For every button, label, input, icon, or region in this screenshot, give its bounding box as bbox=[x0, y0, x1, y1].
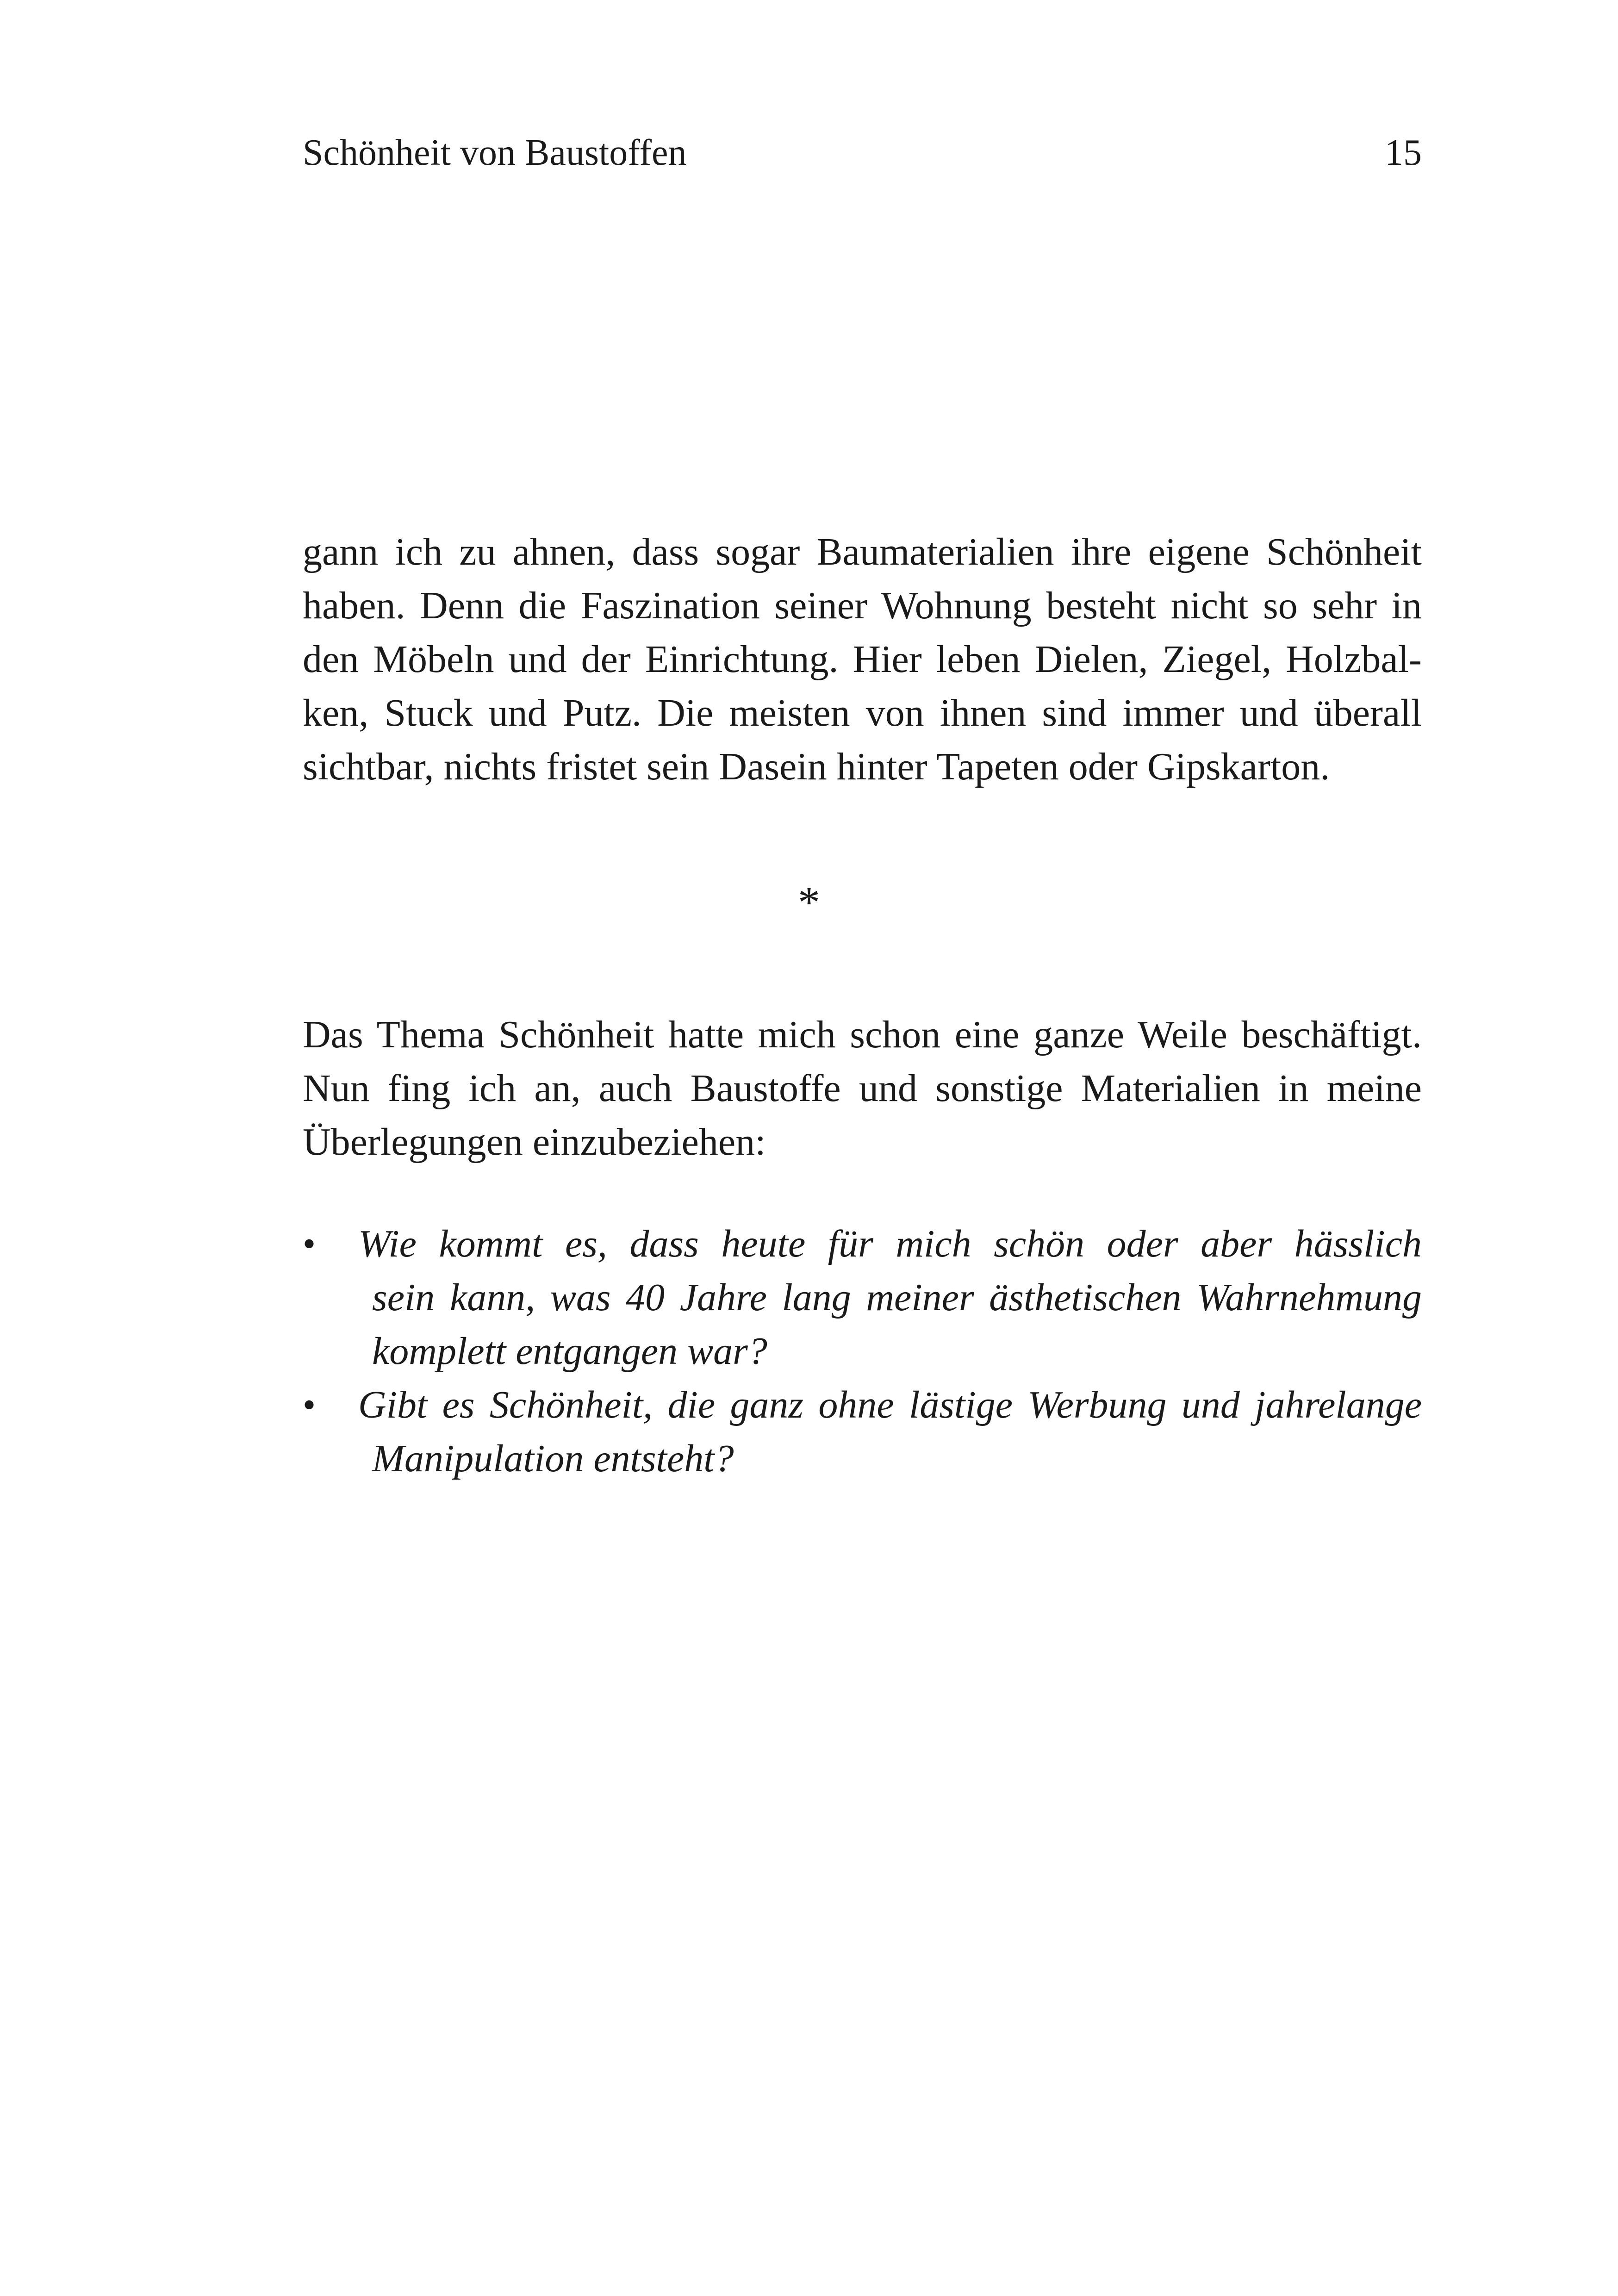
text-line: den Möbeln und der Einrichtung. Hier leben Dielen, Ziegel, Holzbal- bbox=[303, 638, 1422, 681]
text-line: sichtbar, nichts fristet sein Dasein hinter Tapeten oder Gipskarton. bbox=[303, 745, 1330, 788]
text-line: ken, Stuck und Putz. Die meisten von ihnen sind immer und überall bbox=[303, 691, 1422, 734]
text-line: sein kann, was 40 Jahre lang meiner ästhetischen Wahrnehmung bbox=[372, 1276, 1422, 1319]
text-line: haben. Denn die Faszination seiner Wohnung besteht nicht so sehr in bbox=[303, 584, 1422, 627]
question-list bbox=[303, 1217, 1422, 1486]
page-number: 15 bbox=[1385, 132, 1422, 173]
text-line: Das Thema Schönheit hatte mich schon eine ganze Weile beschäftigt. bbox=[303, 1013, 1422, 1056]
text-line: Überlegungen einzubeziehen: bbox=[303, 1120, 766, 1164]
text-line: komplett entgangen war? bbox=[372, 1330, 767, 1373]
list-item bbox=[303, 1217, 1422, 1378]
paragraph-continuation bbox=[303, 525, 1422, 794]
section-separator-asterisk: * bbox=[798, 877, 820, 927]
text-line: Gibt es Schönheit, die ganz ohne lästige Werbung und jahrelange bbox=[358, 1383, 1422, 1426]
running-title: Schönheit von Baustoffen bbox=[303, 132, 687, 173]
text-line: Wie kommt es, dass heute für mich schön oder aber hässlich bbox=[358, 1222, 1422, 1265]
text-line: gann ich zu ahnen, dass sogar Baumaterialien ihre eigene Schönheit bbox=[303, 530, 1422, 573]
text-line: Nun fing ich an, auch Baustoffe und sonstige Materialien in meine bbox=[303, 1067, 1422, 1110]
bullet-icon: • bbox=[303, 1224, 316, 1264]
running-head bbox=[303, 130, 1422, 176]
list-item bbox=[303, 1378, 1422, 1486]
paragraph-intro bbox=[303, 1008, 1422, 1169]
bullet-icon: • bbox=[303, 1385, 316, 1425]
text-line: Manipulation entsteht? bbox=[372, 1437, 734, 1480]
